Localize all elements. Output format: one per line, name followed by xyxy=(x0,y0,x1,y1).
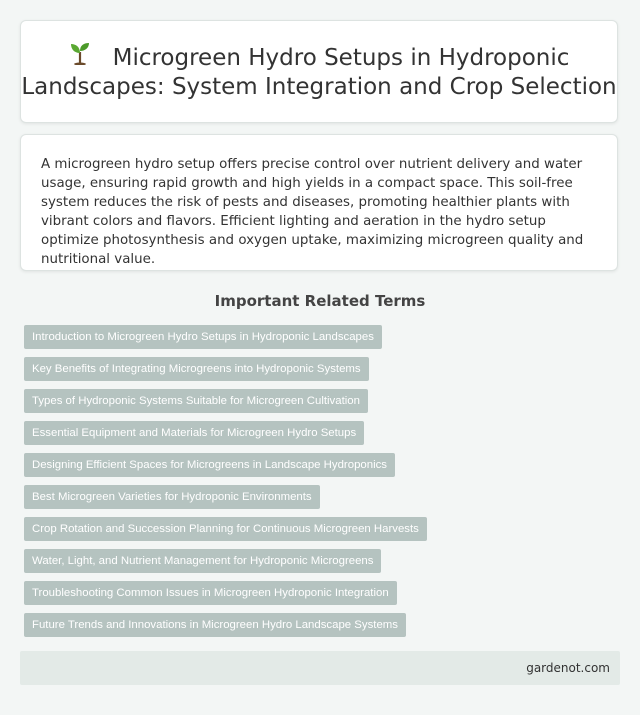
title-card xyxy=(20,20,618,123)
related-term-tag[interactable]: Troubleshooting Common Issues in Microgreen Hydroponic Integration xyxy=(24,581,397,605)
related-term-tag[interactable]: Future Trends and Innovations in Microgreen Hydro Landscape Systems xyxy=(24,613,406,637)
seedling-icon xyxy=(69,41,91,73)
related-term-tag[interactable]: Key Benefits of Integrating Microgreens into Hydroponic Systems xyxy=(24,357,369,381)
footer-site-link[interactable]: gardenot.com xyxy=(526,661,610,675)
related-term-tag[interactable]: Water, Light, and Nutrient Management for Hydroponic Microgreens xyxy=(24,549,381,573)
related-term-tag[interactable]: Best Microgreen Varieties for Hydroponic Environments xyxy=(24,485,320,509)
related-term-tag[interactable]: Types of Hydroponic Systems Suitable for Microgreen Cultivation xyxy=(24,389,368,413)
related-terms-list xyxy=(24,325,427,645)
summary-card xyxy=(20,134,618,271)
related-term-tag[interactable]: Introduction to Microgreen Hydro Setups in Hydroponic Landscapes xyxy=(24,325,382,349)
summary-text: A microgreen hydro setup offers precise control over nutrient delivery and water usage, ensuring rapid growth and high yields in a compact space. This soil-free system reduces the risk of pests and diseases, promoting healthier plants with vibrant colors and flavors. Efficient lighting and aeration in the hydro setup optimize photosynthesis and oxygen uptake, maximizing microgreen quality and nutritional value. xyxy=(41,157,584,267)
related-term-tag[interactable]: Crop Rotation and Succession Planning for Continuous Microgreen Harvests xyxy=(24,517,427,541)
footer xyxy=(20,651,620,685)
related-term-tag[interactable]: Designing Efficient Spaces for Microgreens in Landscape Hydroponics xyxy=(24,453,395,477)
page-title-text: Microgreen Hydro Setups in Hydroponic Landscapes: System Integration and Crop Selection xyxy=(21,45,617,100)
related-terms-heading: Important Related Terms xyxy=(214,292,426,310)
related-term-tag[interactable]: Essential Equipment and Materials for Microgreen Hydro Setups xyxy=(24,421,364,445)
page-title xyxy=(21,41,617,102)
